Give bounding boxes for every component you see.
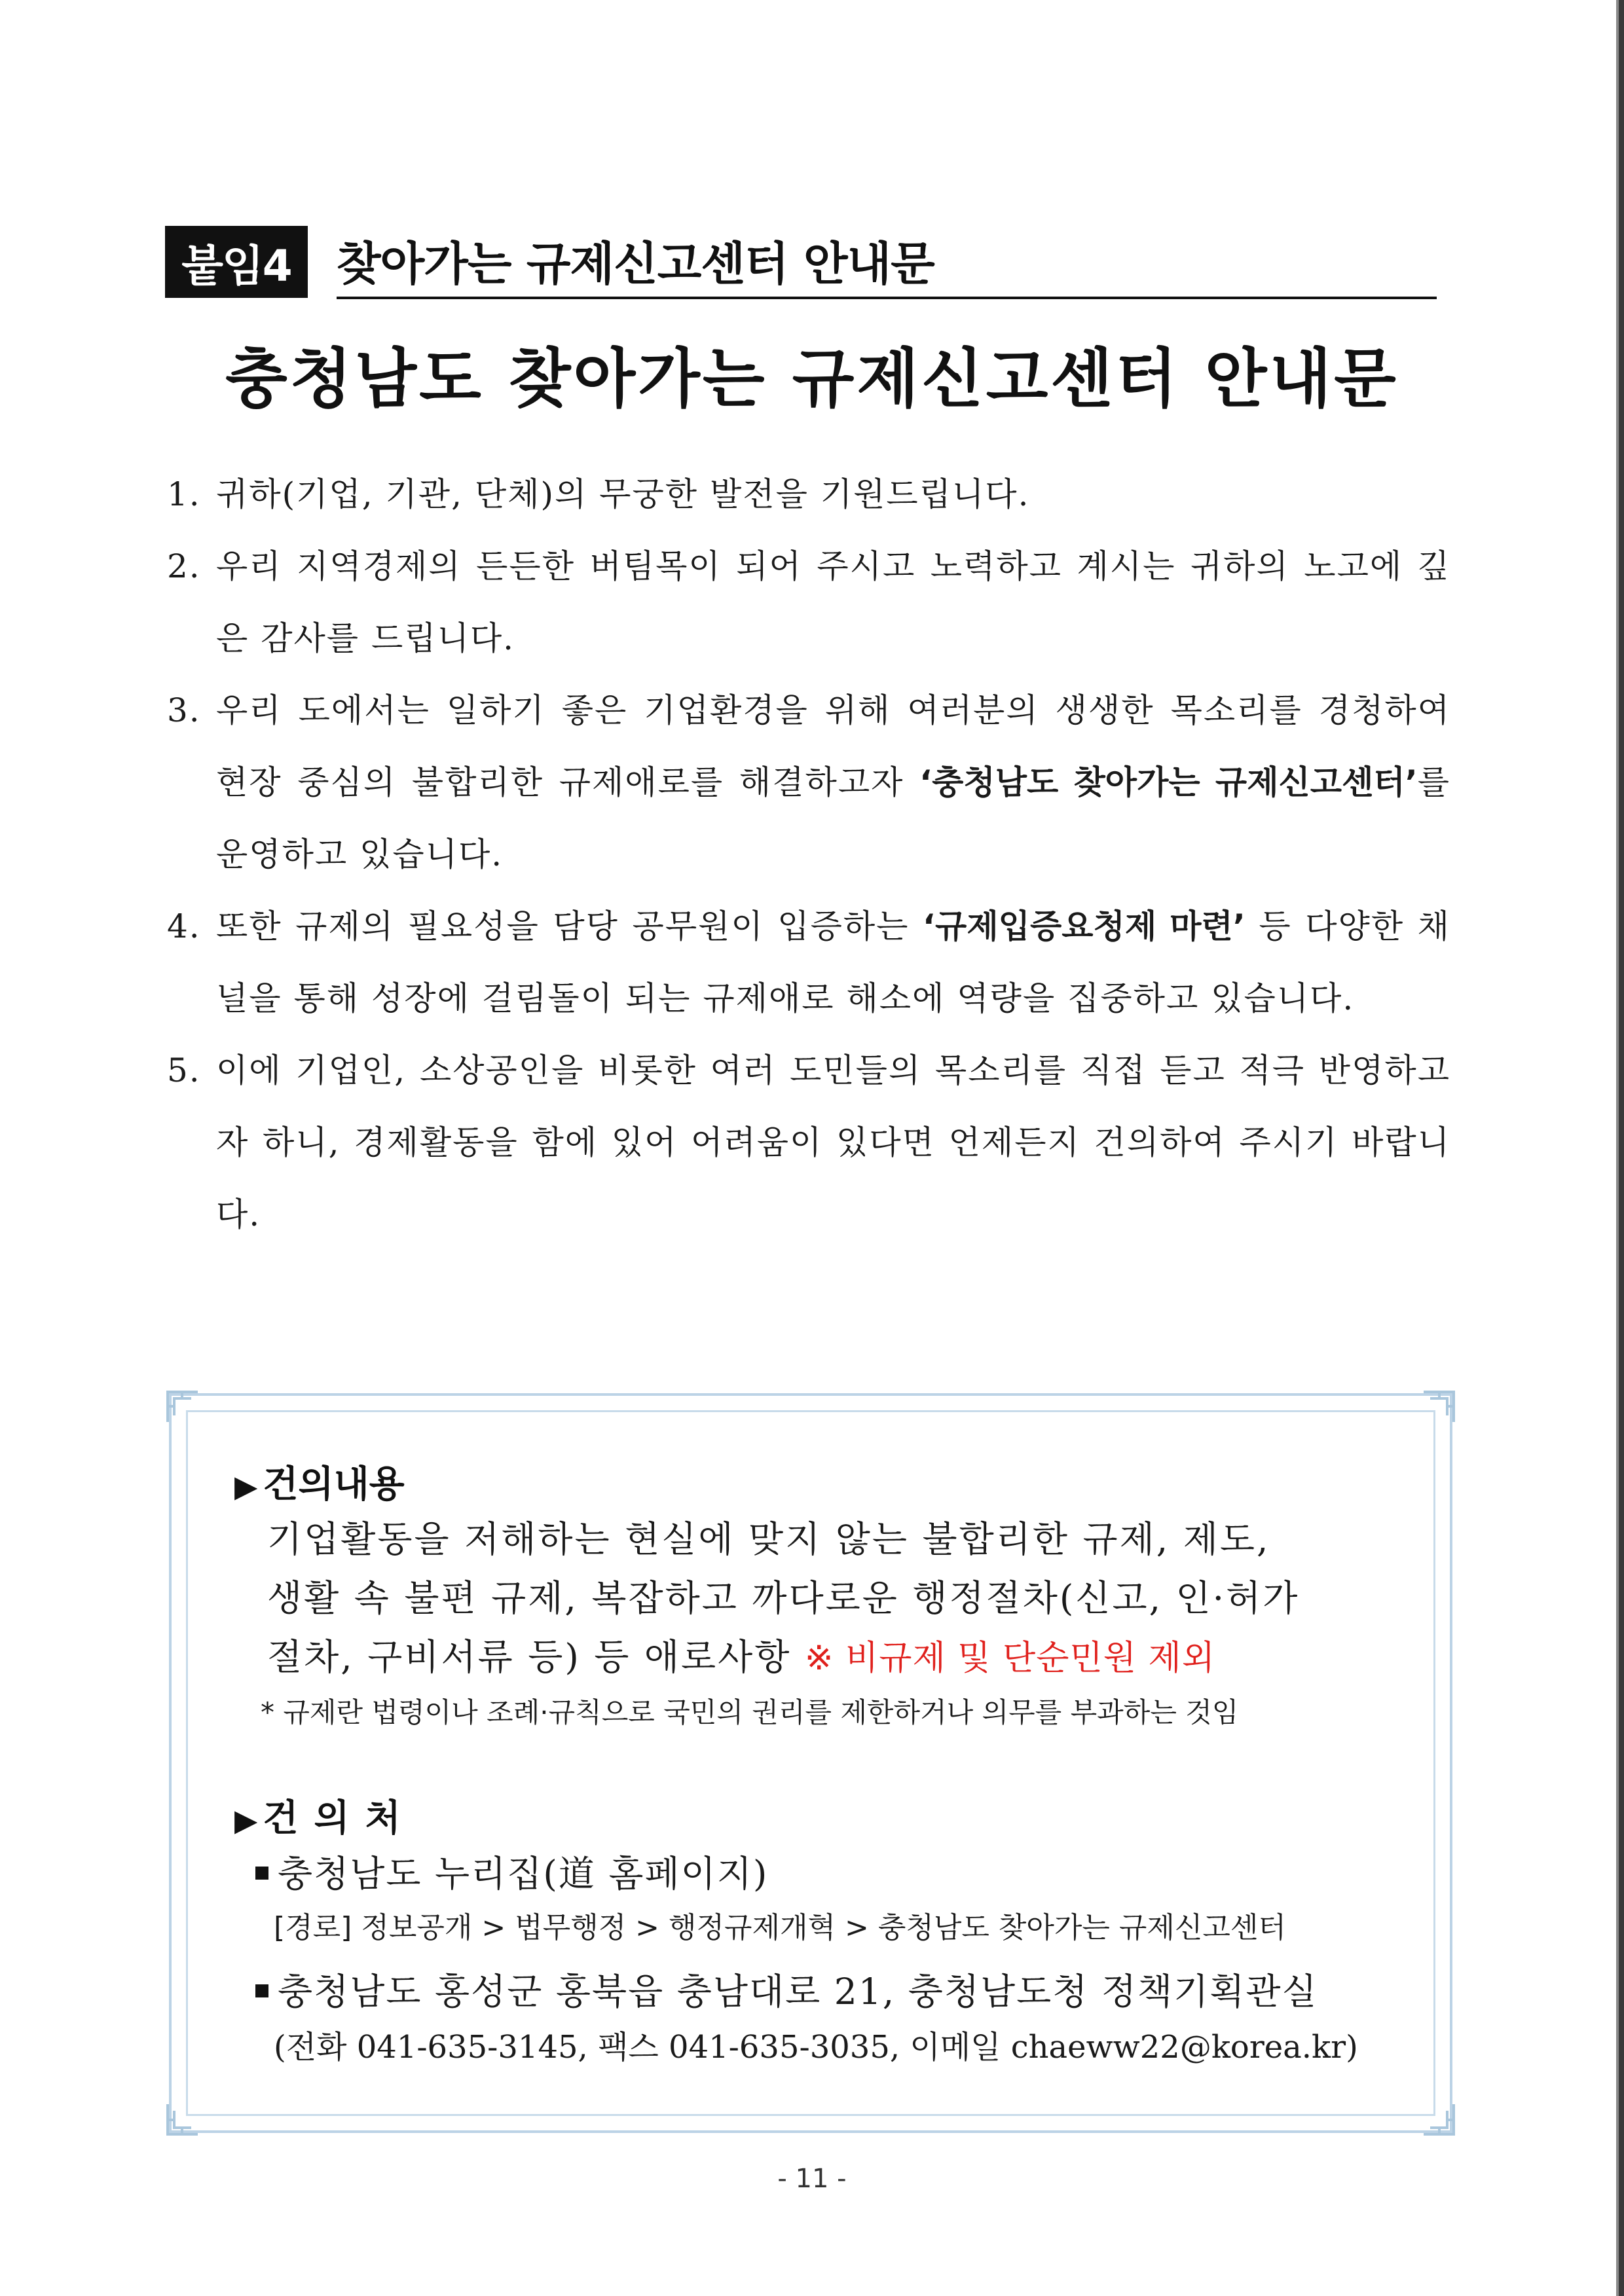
item-text: 우리 지역경제의 든든한 버팀목이 되어 주시고 노력하고 계시는 귀하의 노고에 깊은 감사를 드립니다.	[216, 547, 1450, 657]
corner-ornament-icon	[1421, 2102, 1456, 2137]
description-line: 기업활동을 저해하는 현실에 맞지 않는 불합리한 규제, 제도,	[267, 1518, 1270, 1560]
list-item	[167, 530, 1450, 674]
attachment-badge: 붙임4	[165, 226, 308, 298]
item-text: 를 운영하고 있습니다.	[216, 763, 1450, 873]
item-number: 5.	[167, 1051, 201, 1089]
section-heading-text: 건의내용	[263, 1463, 405, 1506]
regulation-definition-note: * 규제란 법령이나 조례·규칙으로 국민의 권리를 제한하거나 의무를 부과하는 것임	[261, 1696, 1239, 1728]
square-bullet-icon	[255, 1984, 268, 1997]
item-text: 등 다양한 채널을 통해 성장에 걸림돌이 되는 규제애로 해소에 역량을 집중하고 있습니다.	[216, 907, 1450, 1017]
section-heading-text: 건의처	[263, 1797, 416, 1840]
corner-ornament-icon	[1421, 1389, 1456, 1425]
suggestion-description	[267, 1510, 1393, 1688]
website-path: [경로] 정보공개 > 법무행정 > 행정규제개혁 > 충청남도 찾아가는 규제신고센터	[274, 1911, 1286, 1944]
attachment-title: 찾아가는 규제신고센터 안내문	[337, 237, 934, 291]
list-item	[167, 1034, 1450, 1250]
corner-ornament-icon	[165, 1389, 200, 1425]
description-line: 생활 속 불편 규제, 복잡하고 까다로운 행정절차(신고, 인·허가	[267, 1577, 1300, 1619]
description-text: 절차, 구비서류 등) 등 애로사항	[267, 1636, 805, 1678]
corner-ornament-icon	[165, 2102, 200, 2137]
item-number: 3.	[167, 691, 201, 729]
info-box	[169, 1393, 1452, 2133]
section-heading-contact	[234, 1789, 416, 1842]
header-underline	[337, 297, 1437, 299]
item-number: 4.	[167, 907, 201, 945]
page-title: 충청남도 찾아가는 규제신고센터 안내문	[225, 342, 1399, 416]
numbered-list	[167, 458, 1450, 1250]
contact-address	[255, 1963, 1318, 2014]
list-item	[167, 890, 1450, 1034]
website-label: 충청남도 누리집(道 홈페이지)	[278, 1853, 769, 1895]
exclusion-notice: ※ 비규제 및 단순민원 제외	[804, 1639, 1215, 1678]
item-text: 우리 도에서는 일하기 좋은 기업환경을 위해 여러분의 생생한 목소리를 경청하여 현장 중심의 불합리한 규제애로를 해결하고자	[216, 691, 1450, 801]
item-text: 귀하(기업, 기관, 단체)의 무궁한 발전을 기원드립니다.	[216, 475, 1030, 513]
triangle-marker-icon: ▶	[234, 1802, 258, 1838]
contact-details: (전화 041-635-3145, 팩스 041-635-3035, 이메일 chaeww22@korea.kr)	[274, 2029, 1358, 2066]
description-line	[267, 1628, 1393, 1688]
contact-website	[255, 1845, 768, 1897]
item-emphasis: ‘충청남도 찾아가는 규제신고센터’	[919, 763, 1418, 801]
item-number: 1.	[167, 475, 201, 513]
attachment-header	[165, 219, 1439, 301]
section-heading-suggestion	[234, 1455, 405, 1508]
page-number: - 11 -	[777, 2164, 847, 2194]
square-bullet-icon	[255, 1867, 268, 1880]
item-number: 2.	[167, 547, 201, 585]
list-item	[167, 674, 1450, 890]
item-text: 이에 기업인, 소상공인을 비롯한 여러 도민들의 목소리를 직접 듣고 적극 반영하고자 하니, 경제활동을 함에 있어 어려움이 있다면 언제든지 건의하여 주시기 바랍니다.	[216, 1051, 1450, 1233]
item-text: 또한 규제의 필요성을 담당 공무원이 입증하는	[216, 907, 923, 945]
item-emphasis: ‘규제입증요청제 마련’	[923, 907, 1246, 945]
triangle-marker-icon: ▶	[234, 1468, 258, 1504]
address-text: 충청남도 홍성군 홍북읍 충남대로 21, 충청남도청 정책기획관실	[278, 1971, 1318, 2013]
list-item	[167, 458, 1450, 530]
